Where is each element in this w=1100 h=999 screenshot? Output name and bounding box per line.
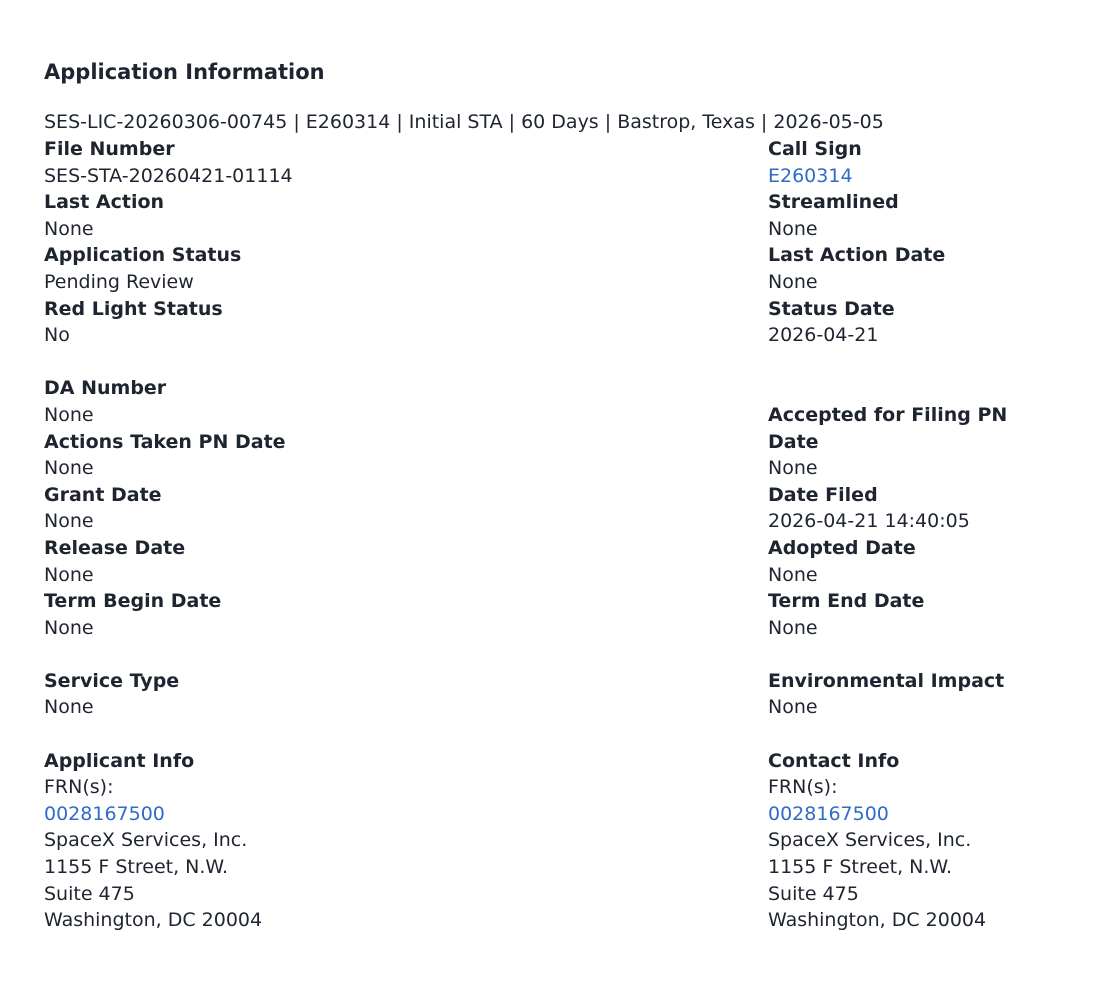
section-gap bbox=[44, 721, 1064, 748]
da-number-value: None bbox=[44, 403, 94, 426]
term-end-date-value: None bbox=[768, 616, 818, 639]
environmental-impact-value: None bbox=[768, 696, 818, 719]
contact-name: SpaceX Services, Inc. bbox=[768, 829, 972, 852]
applicant-city: Washington, DC 20004 bbox=[44, 909, 263, 932]
section-gap bbox=[44, 349, 1064, 376]
contact-info-label: Contact Info bbox=[768, 749, 900, 772]
date-filed-value: 2026-04-21 14:40:05 bbox=[768, 510, 970, 533]
application-status-label: Application Status bbox=[44, 244, 242, 267]
last-action-label: Last Action bbox=[44, 191, 165, 214]
contact-frn-label: FRN(s): bbox=[768, 776, 838, 799]
dates-section bbox=[44, 375, 1064, 641]
applicant-address-line2: Suite 475 bbox=[44, 882, 135, 905]
service-type-value: None bbox=[44, 696, 94, 719]
service-type-label: Service Type bbox=[44, 669, 180, 692]
grant-date-value: None bbox=[44, 510, 94, 533]
accepted-for-filing-pn-date-value: None bbox=[768, 457, 818, 480]
release-date-value: None bbox=[44, 563, 94, 586]
file-number-value: SES-STA-20260421-01114 bbox=[44, 164, 293, 187]
last-action-date-label: Last Action Date bbox=[768, 244, 946, 267]
section-gap bbox=[44, 641, 1064, 668]
term-begin-date-value: None bbox=[44, 616, 94, 639]
grant-date-label: Grant Date bbox=[44, 483, 162, 506]
status-left-column bbox=[44, 136, 768, 349]
red-light-status-label: Red Light Status bbox=[44, 297, 223, 320]
applicant-frn-link[interactable]: 0028167500 bbox=[44, 802, 165, 825]
applicant-info-block bbox=[44, 748, 768, 934]
service-left-column bbox=[44, 668, 768, 721]
contact-city: Washington, DC 20004 bbox=[768, 909, 987, 932]
status-section bbox=[44, 136, 1064, 349]
applicant-frn-label: FRN(s): bbox=[44, 776, 114, 799]
contact-info-block bbox=[768, 748, 1064, 934]
adopted-date-label: Adopted Date bbox=[768, 536, 916, 559]
actions-taken-pn-date-label: Actions Taken PN Date bbox=[44, 430, 286, 453]
application-information-panel bbox=[44, 56, 1064, 934]
environmental-impact-label: Environmental Impact bbox=[768, 669, 1005, 692]
application-status-value: Pending Review bbox=[44, 270, 194, 293]
applicant-name: SpaceX Services, Inc. bbox=[44, 829, 248, 852]
service-section bbox=[44, 668, 1064, 721]
status-date-value: 2026-04-21 bbox=[768, 324, 879, 347]
contact-address-line2: Suite 475 bbox=[768, 882, 859, 905]
column-offset bbox=[768, 375, 1064, 402]
dates-right-column bbox=[768, 375, 1064, 641]
da-number-label: DA Number bbox=[44, 377, 167, 400]
contact-frn-link[interactable]: 0028167500 bbox=[768, 802, 889, 825]
release-date-label: Release Date bbox=[44, 536, 186, 559]
page-title: Application Information bbox=[44, 60, 325, 84]
call-sign-link[interactable]: E260314 bbox=[768, 164, 853, 187]
status-right-column bbox=[768, 136, 1064, 349]
date-filed-label: Date Filed bbox=[768, 483, 878, 506]
service-right-column bbox=[768, 668, 1064, 721]
last-action-value: None bbox=[44, 217, 94, 240]
term-begin-date-label: Term Begin Date bbox=[44, 590, 222, 613]
file-number-label: File Number bbox=[44, 138, 175, 160]
adopted-date-value: None bbox=[768, 563, 818, 586]
parties-section bbox=[44, 748, 1064, 934]
actions-taken-pn-date-value: None bbox=[44, 457, 94, 480]
status-date-label: Status Date bbox=[768, 297, 895, 320]
dates-left-column bbox=[44, 375, 768, 641]
contact-address-line1: 1155 F Street, N.W. bbox=[768, 856, 953, 879]
applicant-address-line1: 1155 F Street, N.W. bbox=[44, 856, 229, 879]
call-sign-label: Call Sign bbox=[768, 138, 862, 160]
term-end-date-label: Term End Date bbox=[768, 590, 925, 613]
last-action-date-value: None bbox=[768, 270, 818, 293]
streamlined-label: Streamlined bbox=[768, 191, 899, 214]
application-summary: SES-LIC-20260306-00745 | E260314 | Initial STA | 60 Days | Bastrop, Texas | 2026-05-05 bbox=[44, 111, 884, 133]
accepted-for-filing-pn-date-label: Accepted for Filing PN Date bbox=[768, 403, 1008, 453]
applicant-info-label: Applicant Info bbox=[44, 749, 195, 772]
red-light-status-value: No bbox=[44, 324, 70, 347]
streamlined-value: None bbox=[768, 217, 818, 240]
